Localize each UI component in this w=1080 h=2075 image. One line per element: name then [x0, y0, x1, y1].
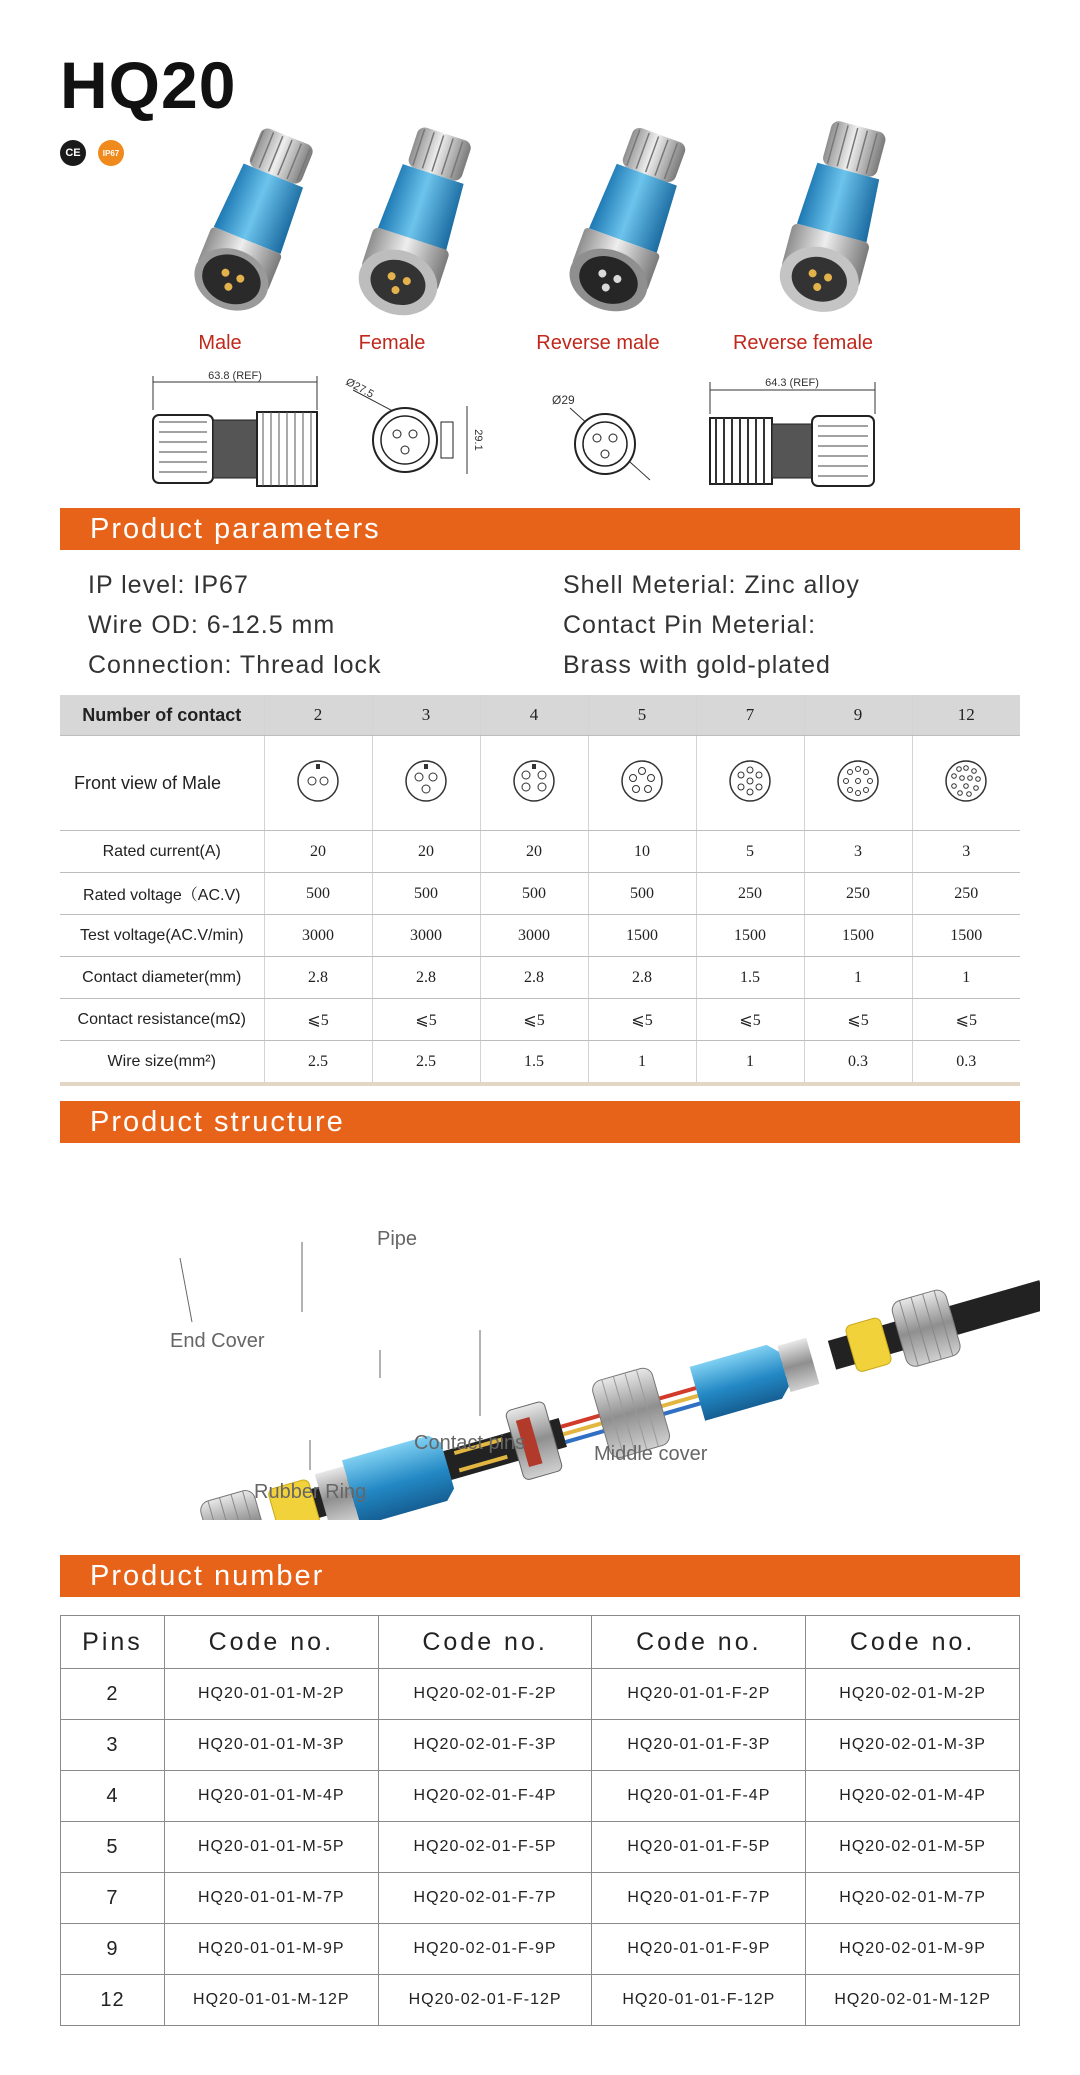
section-banner-parameters: Product parameters — [60, 508, 1020, 550]
spec-contact-count: 7 — [696, 695, 804, 736]
pn-code: HQ20-02-01-F-12P — [378, 1975, 592, 2026]
female-connector-image — [318, 120, 508, 320]
pn-code: HQ20-02-01-F-7P — [378, 1873, 592, 1924]
structure-label-rubber-ring: Rubber Ring — [254, 1481, 367, 1503]
ce-mark-icon: CE — [60, 140, 86, 166]
spec-cell: 1 — [804, 957, 912, 999]
spec-cell: ⩽5 — [696, 999, 804, 1041]
pinout-3-icon — [403, 758, 449, 804]
spec-row-wire-size — [60, 1041, 1020, 1085]
dimension-63-8: 63.8 (REF) — [208, 370, 262, 382]
pn-code: HQ20-02-01-F-9P — [378, 1924, 592, 1975]
spec-cell: 0.3 — [804, 1041, 912, 1085]
spec-cell: 5 — [696, 831, 804, 873]
pn-header-row — [61, 1616, 1020, 1669]
pn-header: Code no. — [592, 1616, 806, 1669]
spec-cell: 1500 — [696, 915, 804, 957]
param-shell-material: Shell Meterial: Zinc alloy — [563, 571, 860, 599]
pn-pins: 7 — [61, 1873, 165, 1924]
spec-cell: 1 — [588, 1041, 696, 1085]
product-number-table — [60, 1615, 1020, 2026]
pinout-4-icon — [511, 758, 557, 804]
female-dimension-drawing — [335, 370, 485, 490]
spec-row-label: Contact resistance(mΩ) — [60, 999, 264, 1041]
dimension-diameter-29: Ø29 — [552, 393, 575, 407]
pn-code: HQ20-01-01-M-7P — [164, 1873, 378, 1924]
section-banner-structure: Product structure — [60, 1101, 1020, 1143]
variant-label-male: Male — [198, 332, 242, 354]
spec-cell: 2.5 — [264, 1041, 372, 1085]
spec-cell: 1500 — [588, 915, 696, 957]
pn-code: HQ20-01-01-F-7P — [592, 1873, 806, 1924]
table-row — [61, 1873, 1020, 1924]
spec-cell: ⩽5 — [372, 999, 480, 1041]
pn-code: HQ20-01-01-M-12P — [164, 1975, 378, 2026]
spec-contact-count: 3 — [372, 695, 480, 736]
pn-code: HQ20-02-01-F-5P — [378, 1822, 592, 1873]
spec-cell: 0.3 — [912, 1041, 1020, 1085]
reverse-male-dimension-drawing — [540, 370, 670, 490]
pinout-2-icon — [295, 758, 341, 804]
pn-pins: 2 — [61, 1669, 165, 1720]
pn-code: HQ20-02-01-M-2P — [806, 1669, 1020, 1720]
spec-cell: 2.8 — [480, 957, 588, 999]
pn-code: HQ20-01-01-F-12P — [592, 1975, 806, 2026]
spec-cell: 20 — [480, 831, 588, 873]
spec-cell: 20 — [264, 831, 372, 873]
pn-code: HQ20-01-01-M-5P — [164, 1822, 378, 1873]
structure-label-pipe: Pipe — [377, 1228, 418, 1250]
pn-header: Code no. — [378, 1616, 592, 1669]
pn-pins: 12 — [61, 1975, 165, 2026]
spec-cell: 1500 — [804, 915, 912, 957]
page-title: HQ20 — [60, 48, 237, 122]
spec-cell: 2.8 — [264, 957, 372, 999]
ip67-badge-icon: IP67 — [98, 140, 124, 166]
param-connection: Connection: Thread lock — [88, 651, 382, 679]
pn-code: HQ20-02-01-F-3P — [378, 1720, 592, 1771]
pn-code: HQ20-01-01-F-5P — [592, 1822, 806, 1873]
spec-cell: 2.5 — [372, 1041, 480, 1085]
pn-code: HQ20-01-01-M-9P — [164, 1924, 378, 1975]
spec-cell: ⩽5 — [588, 999, 696, 1041]
spec-row-contact-diameter — [60, 957, 1020, 999]
param-contact-pin-plating: Brass with gold-plated — [563, 651, 831, 679]
pn-pins: 9 — [61, 1924, 165, 1975]
pn-code: HQ20-02-01-M-7P — [806, 1873, 1020, 1924]
pn-code: HQ20-01-01-F-4P — [592, 1771, 806, 1822]
spec-header-row — [60, 695, 1020, 736]
pn-code: HQ20-02-01-M-3P — [806, 1720, 1020, 1771]
spec-cell: ⩽5 — [912, 999, 1020, 1041]
pn-code: HQ20-01-01-M-2P — [164, 1669, 378, 1720]
spec-row-rated-voltage — [60, 873, 1020, 915]
spec-cell: 10 — [588, 831, 696, 873]
pn-header: Pins — [61, 1616, 165, 1669]
pn-code: HQ20-01-01-M-4P — [164, 1771, 378, 1822]
spec-row-rated-current — [60, 831, 1020, 873]
pn-pins: 5 — [61, 1822, 165, 1873]
spec-cell: 500 — [480, 873, 588, 915]
spec-table — [60, 695, 1020, 1086]
spec-cell: 3 — [804, 831, 912, 873]
spec-cell: 500 — [264, 873, 372, 915]
variant-label-female: Female — [358, 332, 426, 354]
spec-contact-count: 9 — [804, 695, 912, 736]
spec-contact-count: 5 — [588, 695, 696, 736]
spec-cell: 1.5 — [480, 1041, 588, 1085]
pn-header: Code no. — [806, 1616, 1020, 1669]
spec-row-contact-resistance — [60, 999, 1020, 1041]
spec-cell: 3000 — [264, 915, 372, 957]
spec-cell: 1.5 — [696, 957, 804, 999]
dimension-diameter-27-5: Ø27.5 — [343, 376, 376, 401]
pn-pins: 4 — [61, 1771, 165, 1822]
structure-label-middle-cover: Middle cover — [594, 1443, 708, 1465]
pinout-5-icon — [619, 758, 665, 804]
variant-label-reverse-female: Reverse female — [732, 332, 874, 354]
table-row — [61, 1975, 1020, 2026]
table-row — [61, 1720, 1020, 1771]
reverse-female-connector-image — [735, 120, 925, 320]
spec-cell: 500 — [372, 873, 480, 915]
spec-row-label: Contact diameter(mm) — [60, 957, 264, 999]
structure-label-end-cover: End Cover — [170, 1330, 265, 1352]
spec-cell: 2.8 — [372, 957, 480, 999]
dimension-29-1: 29.1 — [472, 429, 484, 451]
spec-cell: 250 — [912, 873, 1020, 915]
spec-cell: 1500 — [912, 915, 1020, 957]
pn-code: HQ20-02-01-M-4P — [806, 1771, 1020, 1822]
spec-cell: 500 — [588, 873, 696, 915]
spec-cell: ⩽5 — [804, 999, 912, 1041]
spec-row-test-voltage — [60, 915, 1020, 957]
spec-cell: 3000 — [372, 915, 480, 957]
pn-code: HQ20-02-01-F-4P — [378, 1771, 592, 1822]
pn-code: HQ20-02-01-M-9P — [806, 1924, 1020, 1975]
pn-code: HQ20-01-01-M-3P — [164, 1720, 378, 1771]
spec-contact-count: 2 — [264, 695, 372, 736]
spec-row-label: Rated voltage（AC.V) — [60, 873, 264, 915]
spec-header-label: Number of contact — [60, 695, 264, 736]
spec-cell: 3000 — [480, 915, 588, 957]
spec-cell: 20 — [372, 831, 480, 873]
spec-cell: ⩽5 — [480, 999, 588, 1041]
spec-row-label: Front view of Male — [60, 736, 264, 831]
param-ip-level: IP level: IP67 — [88, 571, 249, 599]
spec-contact-count: 4 — [480, 695, 588, 736]
param-wire-od: Wire OD: 6-12.5 mm — [88, 611, 336, 639]
table-row — [61, 1771, 1020, 1822]
pinout-12-icon — [943, 758, 989, 804]
spec-row-label: Wire size(mm²) — [60, 1041, 264, 1085]
dimension-64-3: 64.3 (REF) — [765, 377, 819, 389]
structure-label-contact-pins: Contact pins — [414, 1432, 526, 1454]
spec-cell: ⩽5 — [264, 999, 372, 1041]
pn-code: HQ20-01-01-F-2P — [592, 1669, 806, 1720]
param-contact-pin-material: Contact Pin Meterial: — [563, 611, 817, 639]
male-connector-image — [155, 120, 345, 320]
reverse-male-connector-image — [530, 120, 720, 320]
pn-code: HQ20-01-01-F-3P — [592, 1720, 806, 1771]
spec-cell: 2.8 — [588, 957, 696, 999]
variant-label-reverse-male: Reverse male — [536, 332, 660, 354]
spec-row-label: Test voltage(AC.V/min) — [60, 915, 264, 957]
spec-cell: 3 — [912, 831, 1020, 873]
pn-code: HQ20-02-01-M-5P — [806, 1822, 1020, 1873]
pn-code: HQ20-02-01-F-2P — [378, 1669, 592, 1720]
male-dimension-drawing — [145, 370, 325, 490]
spec-cell: 1 — [912, 957, 1020, 999]
pn-pins: 3 — [61, 1720, 165, 1771]
table-row — [61, 1669, 1020, 1720]
pinout-7-icon — [727, 758, 773, 804]
spec-contact-count: 12 — [912, 695, 1020, 736]
reverse-female-dimension-drawing — [700, 370, 885, 490]
spec-cell: 250 — [804, 873, 912, 915]
table-row — [61, 1822, 1020, 1873]
spec-cell: 1 — [696, 1041, 804, 1085]
section-banner-number: Product number — [60, 1555, 1020, 1597]
pn-code: HQ20-01-01-F-9P — [592, 1924, 806, 1975]
pn-header: Code no. — [164, 1616, 378, 1669]
table-row — [61, 1924, 1020, 1975]
spec-front-view-row — [60, 736, 1020, 831]
spec-row-label: Rated current(A) — [60, 831, 264, 873]
pn-code: HQ20-02-01-M-12P — [806, 1975, 1020, 2026]
pinout-9-icon — [835, 758, 881, 804]
spec-cell: 250 — [696, 873, 804, 915]
